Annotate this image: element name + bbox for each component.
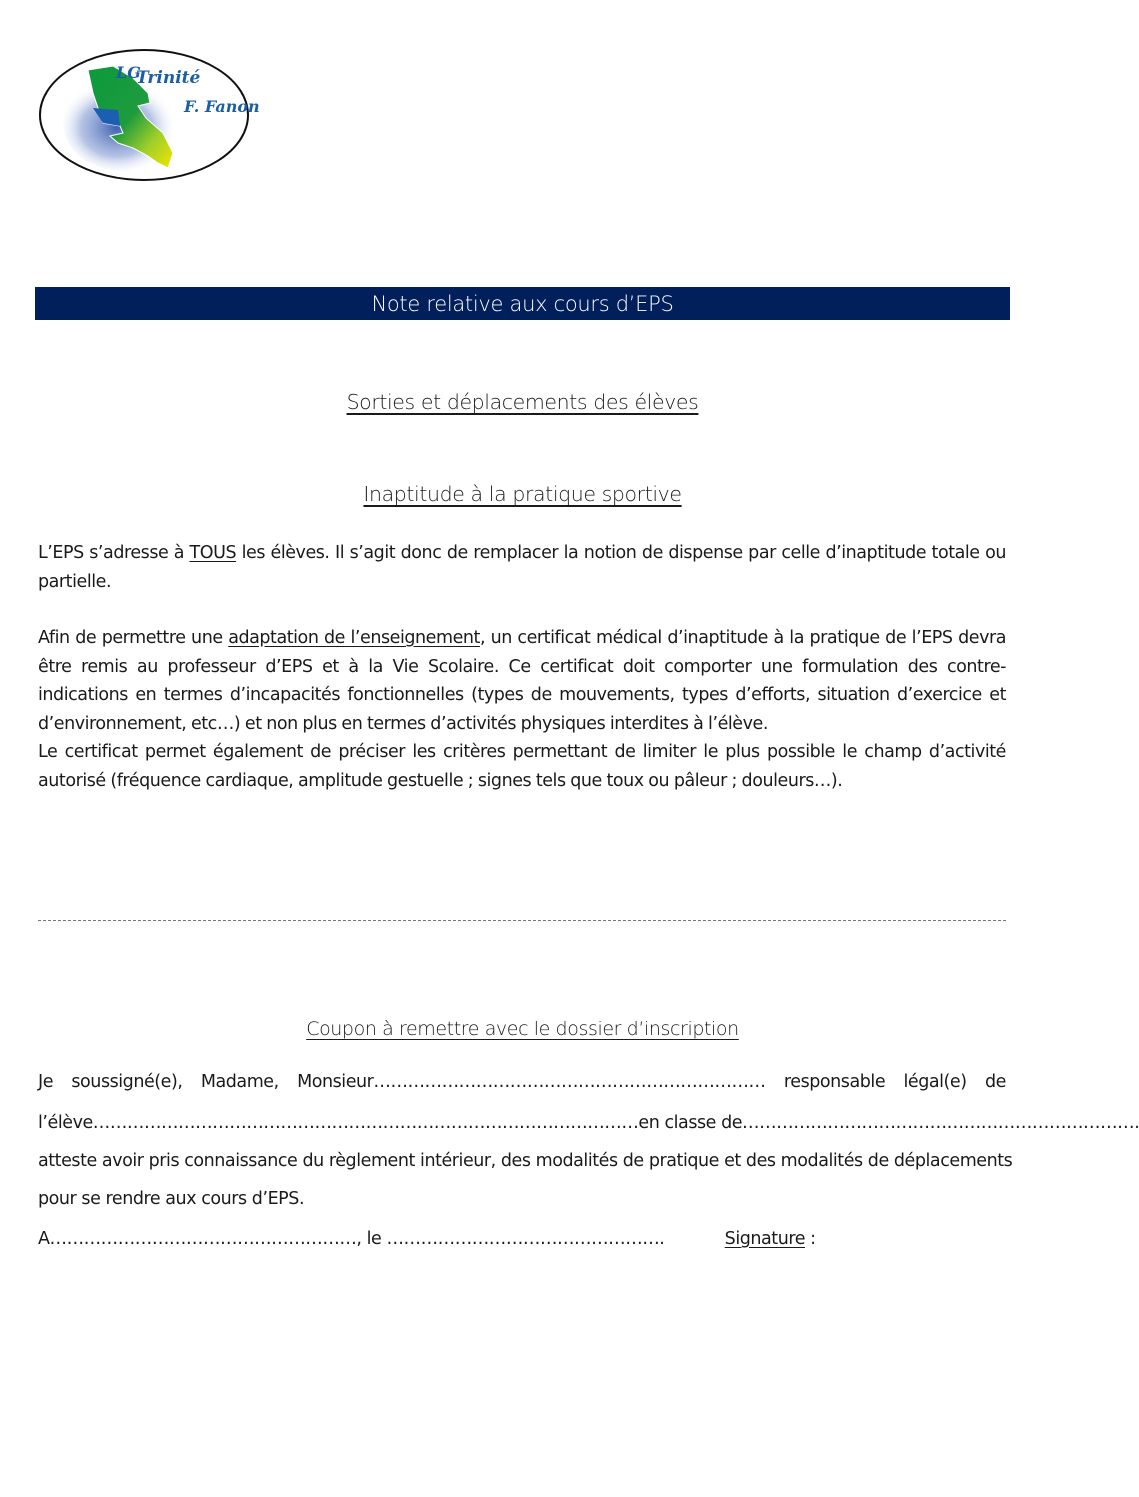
heading-sorties: Sorties et déplacements des élèves (346, 390, 699, 414)
paragraph-certificate-after: , un certificat médical d’inaptitude à la pratique de l’EPS devra être remis au professeur d’EPS et à la Vie Scolaire. Ce certificat doit comporter une formulation des contre-indications en termes d’incapacités fonctionnelles (types de mouvements, types d’efforts, situation d’exercice et d’environnement, etc…) et non plus en termes d’activités physiques interdites à l’élève. (38, 628, 1007, 734)
emphasis-adaptation: adaptation de l’enseignement (228, 628, 480, 648)
paragraph-intro-before: L’EPS s’adresse à (38, 543, 190, 563)
signature-label: Signature (724, 1229, 806, 1249)
coupon-word: légal(e) (903, 1072, 967, 1092)
svg-text:Trinité: Trinité (136, 68, 201, 88)
paragraph-certificate-before: Afin de permettre une (38, 628, 229, 648)
coupon-line-3: atteste avoir pris connaissance du règlement intérieur, des modalités de pratique et des modalités de déplacements (38, 1151, 1013, 1171)
title-banner: Note relative aux cours d’EPS (35, 287, 1010, 320)
heading-inaptitude: Inaptitude à la pratique sportive (363, 482, 682, 506)
paragraph-certificate (38, 624, 1006, 795)
emphasis-tous: TOUS (189, 543, 237, 563)
svg-text:LG: LG (116, 63, 141, 82)
signature-suffix: : (805, 1229, 816, 1249)
coupon-sign-row (38, 1229, 1006, 1249)
place-date-field[interactable]: A………………………………………………, le …………………………………………. (38, 1229, 665, 1249)
paragraph-intro (38, 539, 1006, 596)
parent-name-field[interactable]: Monsieur…………………………………………………………… (297, 1072, 766, 1092)
coupon-word: Je (38, 1072, 54, 1092)
coupon-word: soussigné(e), (71, 1072, 183, 1092)
cut-line-divider (38, 920, 1006, 921)
martinique-map-logo-icon (38, 48, 260, 182)
paragraph-criteria: Le certificat permet également de préciser les critères permettant de limiter le plus possible le champ d’activité autorisé (fréquence cardiaque, amplitude gestuelle ; signes tels que toux ou pâleur ; douleurs…). (38, 742, 1006, 791)
student-class-field[interactable]: l’élève……………………………………………………………………………………en classe de……………………………………………………………. (38, 1113, 1139, 1133)
coupon-word: responsable (783, 1072, 886, 1092)
paragraph-intro-after: les élèves. Il s’agit donc de remplacer la notion de dispense par celle d’inaptitude totale ou partielle. (38, 543, 1006, 592)
school-logo (38, 48, 260, 182)
coupon-word: Madame, (200, 1072, 279, 1092)
coupon-word: de (984, 1072, 1006, 1092)
coupon-line-1 (38, 1072, 1006, 1092)
coupon-line-4: pour se rendre aux cours d’EPS. (38, 1189, 305, 1209)
svg-text:F. Fanon: F. Fanon (184, 97, 260, 116)
heading-coupon: Coupon à remettre avec le dossier d’inscription (306, 1018, 739, 1040)
